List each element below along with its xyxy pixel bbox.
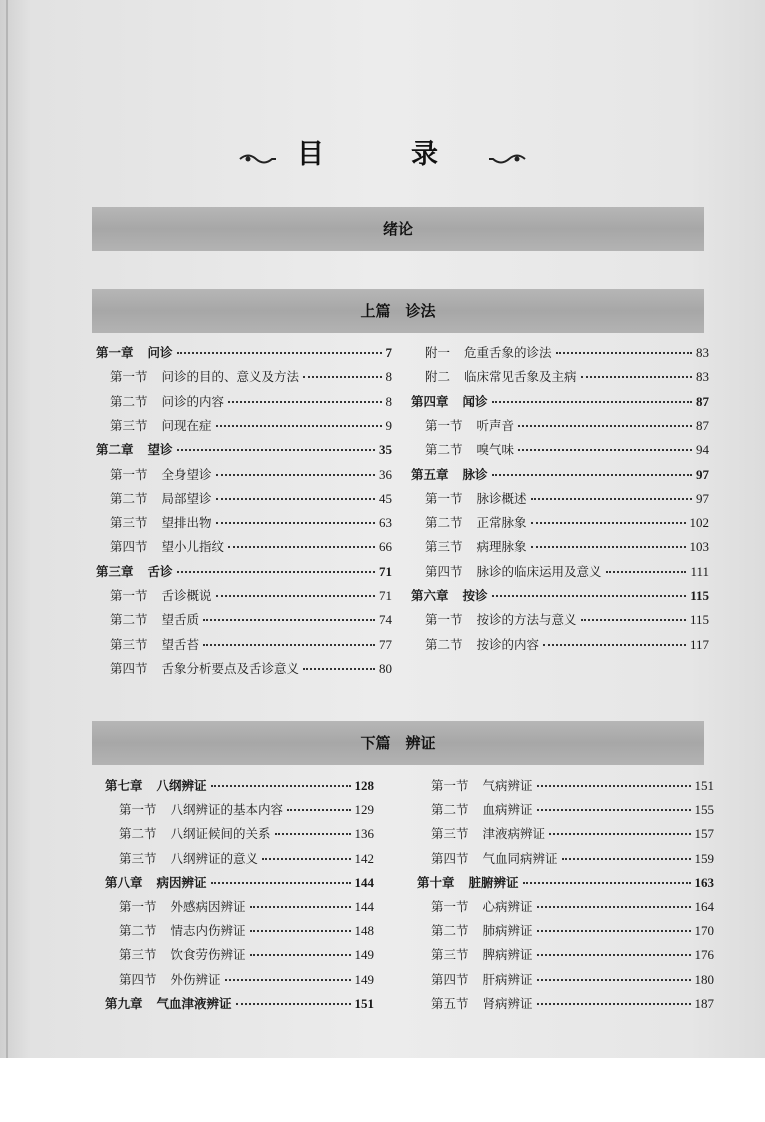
entry-title: 问诊 — [147, 345, 173, 360]
entry-page-number: 8 — [385, 393, 392, 409]
leader-dots — [492, 460, 692, 476]
entry-page-number: 71 — [379, 563, 392, 579]
entry-number: 第三节 — [425, 539, 463, 555]
leader-dots — [556, 338, 692, 354]
leader-dots — [537, 989, 691, 1005]
entry-title: 脉诊 — [462, 466, 488, 482]
entry-page-number: 164 — [694, 899, 714, 914]
entry-title: 八纲辨证 — [156, 778, 207, 793]
entry-number: 第三章 — [96, 563, 134, 579]
leader-dots — [262, 844, 350, 860]
entry-number: 第八章 — [105, 874, 143, 890]
leader-dots — [518, 435, 692, 451]
leader-dots — [250, 940, 351, 956]
entry-number: 第二节 — [119, 923, 157, 939]
toc-section-entry — [110, 414, 392, 434]
entry-page-number: 144 — [354, 874, 374, 890]
entry-page-number: 87 — [696, 393, 709, 409]
entry-title: 舌象分析要点及舌诊意义 — [161, 660, 300, 676]
toc-section-entry — [431, 822, 714, 842]
entry-title: 病因辨证 — [156, 874, 207, 890]
toc-section-entry — [110, 608, 392, 628]
entry-title: 病理脉象 — [476, 539, 527, 555]
entry-number: 第一节 — [110, 588, 148, 603]
leader-dots — [216, 508, 375, 524]
toc-section-entry — [119, 822, 374, 842]
entry-page-number: 170 — [694, 923, 714, 939]
entry-page-number: 128 — [354, 778, 374, 793]
entry-page-number: 45 — [379, 490, 392, 506]
entry-page-number: 8 — [385, 369, 392, 385]
entry-title: 外伤辨证 — [170, 971, 221, 987]
toc-section-entry — [425, 487, 709, 507]
leader-dots — [303, 654, 375, 670]
entry-page-number: 83 — [696, 345, 709, 360]
toc-section-entry — [425, 511, 709, 531]
leader-dots — [543, 630, 686, 646]
toc-chapter-entry — [96, 438, 392, 458]
entry-title: 嗅气味 — [476, 442, 515, 458]
entry-title: 按诊的方法与意义 — [476, 612, 577, 628]
toc-chapter-entry — [96, 341, 392, 361]
toc-section-entry — [110, 511, 392, 531]
entry-title: 八纲证候间的关系 — [170, 826, 271, 842]
entry-number: 第一节 — [431, 899, 469, 914]
toc-chapter-entry — [105, 774, 374, 794]
leader-dots — [537, 965, 691, 981]
toc-section-entry — [431, 992, 714, 1012]
entry-page-number: 187 — [694, 995, 714, 1011]
entry-number: 第二节 — [425, 636, 463, 652]
entry-title: 肝病辨证 — [482, 971, 533, 987]
entry-number: 第三节 — [110, 417, 148, 433]
leader-dots — [531, 532, 686, 548]
toc-section-entry — [425, 560, 709, 580]
leader-dots — [203, 630, 375, 646]
toc-section-entry — [431, 895, 714, 915]
leader-dots — [287, 795, 350, 811]
leader-dots — [250, 892, 351, 908]
entry-title: 肺病辨证 — [482, 923, 533, 939]
entry-page-number: 163 — [694, 874, 714, 890]
toc-section-entry — [110, 365, 392, 385]
entry-number: 第一节 — [119, 802, 157, 818]
entry-title: 临床常见舌象及主病 — [464, 369, 577, 385]
toc-title-text: 目 录 — [297, 139, 468, 170]
toc-section-entry — [119, 968, 374, 988]
entry-page-number: 97 — [696, 466, 709, 482]
entry-title: 正常脉象 — [476, 515, 527, 531]
leader-dots — [549, 819, 690, 835]
toc-section-entry — [431, 798, 714, 818]
entry-number: 第二节 — [431, 923, 469, 939]
entry-number: 第九章 — [105, 995, 143, 1011]
toc-section-entry — [119, 895, 374, 915]
entry-page-number: 94 — [696, 442, 709, 458]
leader-dots — [537, 940, 691, 956]
entry-title: 气病辨证 — [482, 778, 533, 793]
leader-dots — [518, 411, 692, 427]
entry-number: 第十章 — [417, 874, 455, 890]
entry-page-number: 63 — [379, 515, 392, 531]
toc-chapter-entry — [411, 390, 709, 410]
entry-page-number: 7 — [385, 345, 392, 360]
leader-dots — [581, 605, 686, 621]
entry-page-number: 66 — [379, 539, 392, 555]
entry-page-number: 36 — [379, 466, 392, 482]
entry-title: 望舌苔 — [161, 636, 200, 652]
entry-title: 气血津液辨证 — [156, 995, 232, 1011]
entry-page-number: 149 — [354, 947, 374, 963]
entry-page-number: 180 — [694, 971, 714, 987]
entry-page-number: 9 — [385, 417, 392, 433]
entry-number: 第三节 — [110, 636, 148, 652]
toc-section-entry — [119, 798, 374, 818]
entry-number: 第四节 — [110, 660, 148, 676]
toc-section-entry — [119, 847, 374, 867]
toc-section-entry — [431, 774, 714, 794]
leader-dots — [211, 771, 351, 787]
entry-title: 外感病因辨证 — [170, 899, 246, 914]
part2-band: 下篇 辨证 — [92, 721, 704, 765]
entry-page-number: 148 — [354, 923, 374, 939]
entry-number: 第五章 — [411, 466, 449, 482]
entry-number: 第二节 — [119, 826, 157, 842]
entry-page-number: 149 — [354, 971, 374, 987]
entry-number: 第三节 — [119, 947, 157, 963]
leader-dots — [537, 771, 691, 787]
entry-title: 血病辨证 — [482, 802, 533, 818]
toc-section-entry — [431, 968, 714, 988]
entry-title: 危重舌象的诊法 — [464, 345, 552, 360]
toc-section-entry — [110, 633, 392, 653]
bottom-margin — [0, 1058, 765, 1122]
entry-page-number: 159 — [694, 850, 714, 866]
leader-dots — [228, 387, 381, 403]
leader-dots — [177, 435, 375, 451]
entry-title: 问诊的内容 — [161, 393, 225, 409]
entry-title: 闻诊 — [462, 393, 488, 409]
leader-dots — [537, 892, 691, 908]
leader-dots — [225, 965, 351, 981]
entry-page-number: 142 — [354, 850, 374, 866]
entry-title: 心病辨证 — [482, 899, 533, 914]
leader-dots — [216, 581, 375, 597]
entry-title: 舌诊 — [147, 563, 173, 579]
leader-dots — [303, 362, 381, 378]
entry-page-number: 115 — [689, 612, 709, 628]
toc-chapter-entry — [105, 992, 374, 1012]
entry-title: 肾病辨证 — [482, 995, 533, 1011]
leader-dots — [523, 868, 691, 884]
entry-title: 八纲辨证的基本内容 — [170, 802, 284, 818]
entry-number: 第一节 — [119, 899, 157, 914]
entry-page-number: 129 — [354, 802, 374, 818]
toc-title — [0, 132, 765, 171]
leader-dots — [492, 581, 687, 597]
leader-dots — [562, 844, 691, 860]
entry-title: 局部望诊 — [161, 490, 212, 506]
entry-page-number: 157 — [694, 826, 714, 842]
entry-page-number: 74 — [379, 612, 392, 628]
entry-page-number: 151 — [354, 995, 374, 1011]
toc-section-entry — [425, 535, 709, 555]
toc-section-entry — [425, 341, 709, 361]
entry-title: 全身望诊 — [161, 466, 212, 482]
toc-chapter-entry — [105, 871, 374, 891]
entry-number: 第一节 — [425, 417, 463, 433]
entry-title: 脉诊概述 — [476, 490, 527, 506]
entry-title: 望舌质 — [161, 612, 200, 628]
leader-dots — [203, 605, 375, 621]
left-ornament-icon — [238, 152, 278, 166]
leader-dots — [531, 484, 692, 500]
entry-title: 脾病辨证 — [482, 947, 533, 963]
entry-number: 第六章 — [411, 588, 449, 603]
entry-number: 第七章 — [105, 778, 143, 793]
entry-number: 第一节 — [110, 369, 148, 385]
entry-number: 附二 — [425, 369, 451, 385]
entry-title: 饮食劳伤辨证 — [170, 947, 246, 963]
entry-number: 第四节 — [431, 850, 469, 866]
entry-page-number: 144 — [354, 899, 374, 914]
entry-title: 脉诊的临床运用及意义 — [476, 563, 602, 579]
intro-band: 绪论 — [92, 207, 704, 251]
toc-section-entry — [110, 390, 392, 410]
entry-page-number: 136 — [354, 826, 374, 842]
entry-number: 第三节 — [110, 515, 148, 531]
entry-page-number: 103 — [689, 539, 709, 555]
entry-title: 舌诊概说 — [161, 588, 212, 603]
entry-title: 望小儿指纹 — [161, 539, 225, 555]
leader-dots — [216, 411, 382, 427]
entry-number: 第二节 — [110, 393, 148, 409]
toc-section-entry — [110, 487, 392, 507]
toc-section-entry — [110, 463, 392, 483]
toc-section-entry — [425, 608, 709, 628]
entry-page-number: 71 — [379, 588, 392, 603]
entry-title: 望诊 — [147, 442, 173, 458]
toc-section-entry — [425, 414, 709, 434]
part1-band: 上篇 诊法 — [92, 289, 704, 333]
leader-dots — [581, 362, 692, 378]
leader-dots — [492, 387, 692, 403]
entry-number: 第三节 — [431, 826, 469, 842]
entry-number: 第四节 — [425, 563, 463, 579]
entry-page-number: 35 — [379, 442, 392, 458]
entry-page-number: 80 — [379, 660, 392, 676]
entry-title: 听声音 — [476, 417, 515, 433]
entry-page-number: 151 — [694, 778, 714, 793]
toc-section-entry — [425, 633, 709, 653]
entry-title: 问现在症 — [161, 417, 212, 433]
leader-dots — [228, 532, 375, 548]
entry-page-number: 117 — [689, 636, 709, 652]
leader-dots — [177, 338, 382, 354]
entry-page-number: 111 — [690, 563, 709, 579]
toc-chapter-entry — [411, 584, 709, 604]
entry-number: 附一 — [425, 345, 451, 360]
toc-section-entry — [425, 438, 709, 458]
leader-dots — [275, 819, 351, 835]
entry-page-number: 77 — [379, 636, 392, 652]
entry-title: 问诊的目的、意义及方法 — [161, 369, 300, 385]
leader-dots — [606, 557, 687, 573]
entry-number: 第二节 — [110, 490, 148, 506]
entry-page-number: 87 — [696, 417, 709, 433]
toc-chapter-entry — [417, 871, 714, 891]
entry-number: 第五节 — [431, 995, 469, 1011]
leader-dots — [216, 460, 375, 476]
entry-title: 八纲辨证的意义 — [170, 850, 259, 866]
entry-number: 第二节 — [431, 802, 469, 818]
entry-page-number: 97 — [696, 490, 709, 506]
toc-section-entry — [110, 657, 392, 677]
entry-number: 第二节 — [110, 612, 148, 628]
entry-page-number: 176 — [694, 947, 714, 963]
entry-number: 第三节 — [431, 947, 469, 963]
entry-number: 第二章 — [96, 442, 134, 458]
right-ornament-icon — [487, 152, 527, 166]
entry-number: 第四节 — [110, 539, 148, 555]
entry-title: 津液病辨证 — [482, 826, 546, 842]
entry-number: 第四节 — [119, 971, 157, 987]
entry-number: 第一节 — [431, 778, 469, 793]
entry-number: 第一节 — [110, 466, 148, 482]
leader-dots — [537, 916, 691, 932]
toc-section-entry — [431, 919, 714, 939]
entry-page-number: 83 — [696, 369, 709, 385]
entry-number: 第四章 — [411, 393, 449, 409]
leader-dots — [211, 868, 351, 884]
leader-dots — [216, 484, 375, 500]
toc-section-entry — [119, 919, 374, 939]
entry-number: 第四节 — [431, 971, 469, 987]
entry-number: 第二节 — [425, 442, 463, 458]
toc-section-entry — [110, 535, 392, 555]
toc-chapter-entry — [96, 560, 392, 580]
leader-dots — [531, 508, 686, 524]
leader-dots — [236, 989, 351, 1005]
entry-number: 第一章 — [96, 345, 134, 360]
entry-title: 按诊的内容 — [476, 636, 540, 652]
leader-dots — [250, 916, 351, 932]
toc-section-entry — [431, 847, 714, 867]
leader-dots — [177, 557, 375, 573]
entry-page-number: 155 — [694, 802, 714, 818]
entry-page-number: 115 — [690, 588, 709, 603]
entry-number: 第一节 — [425, 490, 463, 506]
toc-chapter-entry — [411, 463, 709, 483]
entry-page-number: 102 — [689, 515, 709, 531]
entry-title: 按诊 — [462, 588, 488, 603]
entry-number: 第一节 — [425, 612, 463, 628]
entry-title: 脏腑辨证 — [468, 874, 519, 890]
toc-section-entry — [425, 365, 709, 385]
entry-number: 第二节 — [425, 515, 463, 531]
toc-section-entry — [110, 584, 392, 604]
entry-title: 望排出物 — [161, 515, 212, 531]
leader-dots — [537, 795, 691, 811]
entry-number: 第三节 — [119, 850, 157, 866]
toc-section-entry — [119, 943, 374, 963]
toc-section-entry — [431, 943, 714, 963]
entry-title: 气血同病辨证 — [482, 850, 558, 866]
entry-title: 情志内伤辨证 — [170, 923, 246, 939]
